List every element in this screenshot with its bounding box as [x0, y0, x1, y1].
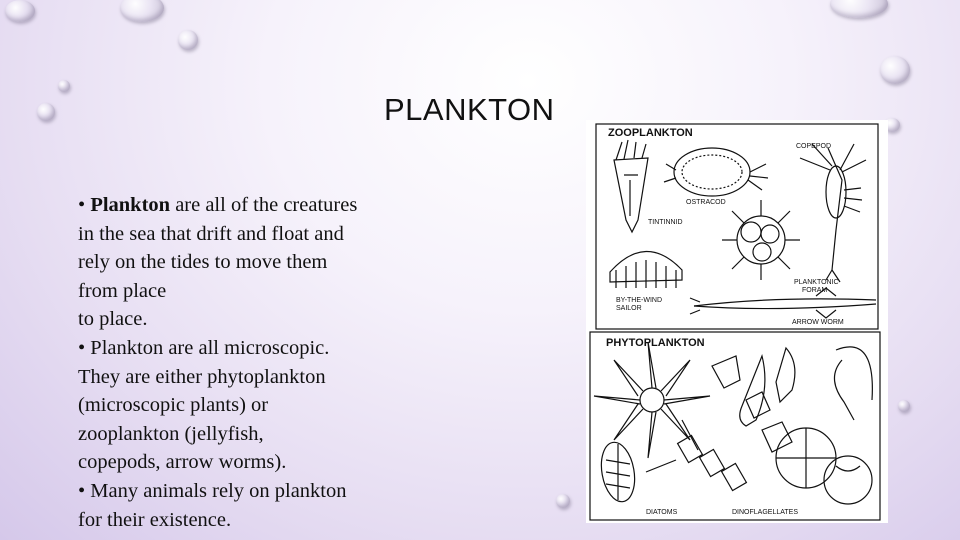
body-line: to place. [78, 308, 148, 331]
body-line: from place [78, 279, 167, 302]
body-line [78, 191, 418, 220]
foram-label: FORAM [802, 287, 828, 294]
water-droplet [898, 400, 910, 412]
body-text: are all of the creatures [170, 194, 358, 216]
body-line: • Plankton are all microscopic. [78, 336, 330, 359]
foram-label: PLANKTONIC [794, 279, 839, 286]
body-line: • Many animals rely on plankton [78, 479, 347, 502]
dinoflagellate-drawing [712, 356, 740, 388]
chain-diatom-drawing [646, 420, 746, 491]
phytoplankton-panel [590, 332, 880, 520]
arrow-worm-label: ARROW WORM [792, 319, 844, 326]
sailor-label: SAILOR [616, 305, 642, 312]
body-line: They are either phytoplankton [78, 365, 326, 388]
dinoflagellates-label: DINOFLAGELLATES [732, 509, 799, 516]
body-line: zooplankton (jellyfish, [78, 422, 264, 445]
tintinnid-label: TINTINNID [648, 219, 683, 226]
water-droplet [880, 56, 910, 84]
water-droplet [556, 494, 570, 508]
slide-body [78, 191, 418, 534]
water-droplet [5, 0, 35, 22]
tintinnid-drawing [614, 158, 648, 232]
dinoflagellate-drawing [834, 347, 872, 420]
bullet: • [78, 194, 91, 216]
plankton-drawing [586, 120, 888, 523]
ostracod-label: OSTRACOD [686, 199, 726, 206]
bold-term: Plankton [90, 194, 171, 216]
arrow-worm-drawing [694, 299, 876, 306]
water-droplet [37, 103, 55, 121]
dinoflagellate-drawing [824, 456, 872, 504]
slide-title: PLANKTON [384, 92, 555, 127]
body-line: for their existence. [78, 508, 232, 531]
body-line: (microscopic plants) or [78, 394, 269, 417]
body-line: copepods, arrow worms). [78, 451, 287, 474]
body-line: in the sea that drift and float and [78, 222, 344, 245]
water-droplet [58, 80, 70, 92]
zooplankton-heading: ZOOPLANKTON [608, 127, 693, 139]
copepod-label: COPEPOD [796, 143, 832, 150]
diatoms-label: DIATOMS [646, 509, 678, 516]
plankton-illustration [586, 120, 888, 523]
phytoplankton-heading: PHYTOPLANKTON [606, 337, 705, 349]
body-line: rely on the tides to move them [78, 251, 328, 274]
sailor-label: BY-THE-WIND [616, 297, 663, 304]
water-droplet [178, 30, 198, 50]
